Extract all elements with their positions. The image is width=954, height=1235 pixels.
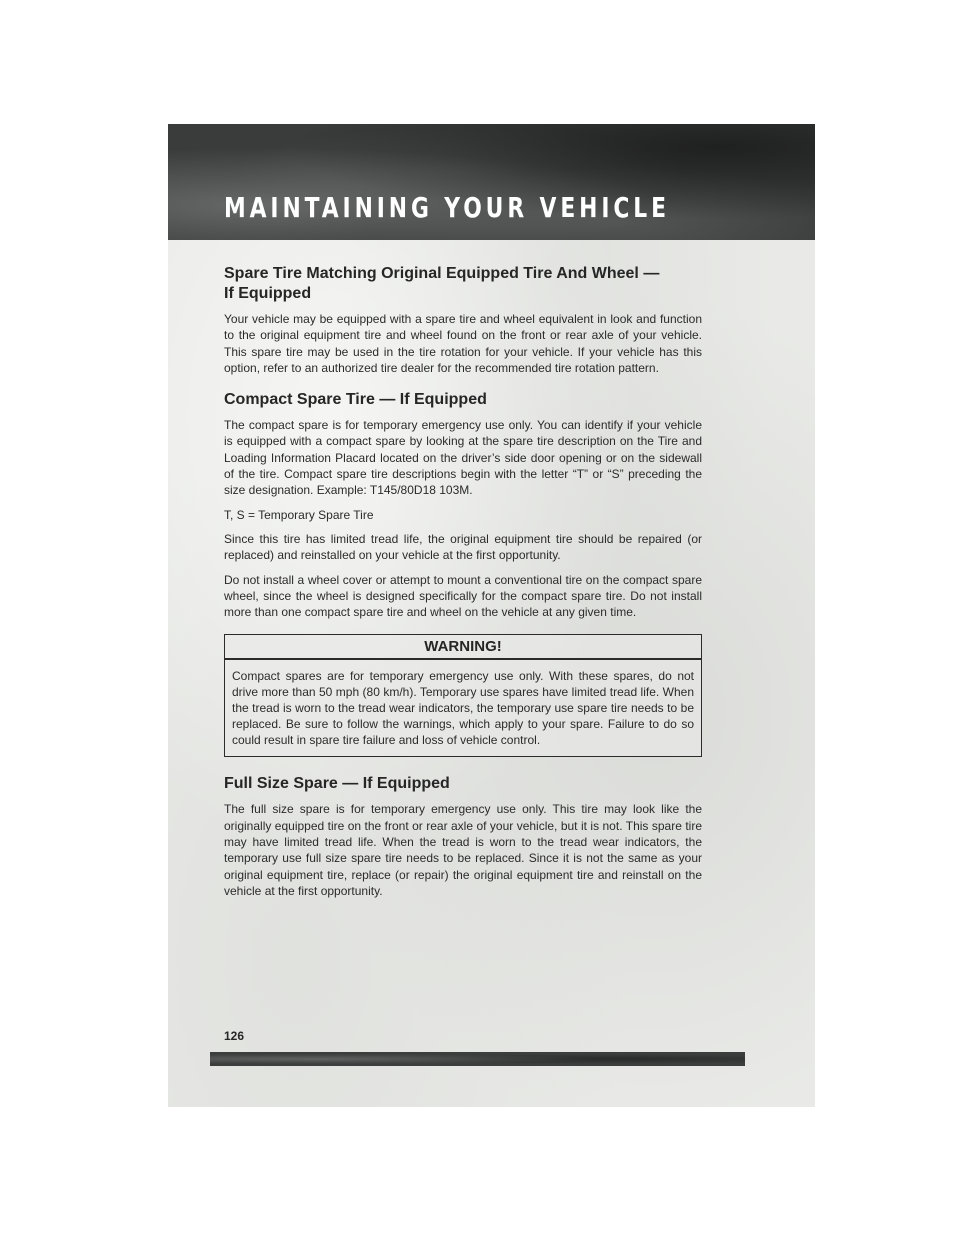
body-paragraph: The full size spare is for temporary emergency use only. This tire may look like the originally equipped tire on the front or rear axle of your vehicle, but it is not. This spare tire may have limited tread life. When the tread is worn to the tread wear indicators, the temporary use full size spare tire needs to be replaced. Since it is not the same as your original equipment tire, replace (or repair) the original equipment tire and reinstall on the vehicle at the first opportunity. [224,802,702,898]
section-spare-tire-matching [224,264,702,376]
section-compact-spare [224,390,702,757]
chapter-title: MAINTAINING YOUR VEHICLE [224,191,670,224]
section-heading: Full Size Spare — If Equipped [224,775,450,793]
warning-body [225,660,701,756]
footer-bar [210,1052,745,1066]
body-paragraph: Do not install a wheel cover or attempt to mount a conventional tire on the compact spare wheel, since the wheel is designed specifically for the compact spare tire. Do not install more than one compact spare tire and wheel on the vehicle at any given time. [224,572,702,620]
warning-title: WARNING! [225,635,701,660]
manual-page [168,124,815,1107]
chapter-header-band [168,124,815,240]
section-heading: Compact Spare Tire — If Equipped [224,391,487,409]
body-paragraph: The compact spare is for temporary emergency use only. You can identify if your vehicle is equipped with a compact spare by looking at the spare tire description on the Tire and Loading Information Placard located on the driver’s side door opening or on the sidewall of the tire. Compact spare tire descriptions begin with the letter “T” or “S” preceding the size designation. Example: T145/80D18 103M. [224,418,702,498]
body-paragraph: Your vehicle may be equipped with a spare tire and wheel equivalent in look and function to the original equipment tire and wheel found on the front or rear axle of your vehicle. This spare tire may be used in the tire rotation for your vehicle. If your vehicle has this option, refer to an authorized tire dealer for the recommended tire rotation pattern. [224,312,702,375]
section-heading [224,264,702,304]
body-paragraph: T, S = Temporary Spare Tire [224,507,374,522]
section-heading-line-1: Spare Tire Matching Original Equipped Tire And Wheel — [224,265,660,282]
body-paragraph: Since this tire has limited tread life, the original equipment tire should be repaired (or replaced) and reinstalled on your vehicle at the first opportunity. [224,531,702,563]
section-heading-line-2: If Equipped [224,285,312,302]
page-content [224,264,702,907]
warning-text: Compact spares are for temporary emergency use only. With these spares, do not drive more than 50 mph (80 km/h). Temporary use spares have limited tread life. When the tread is worn to the tread wear indicators, the temporary use spare tire needs to be replaced. Be sure to follow the warnings, which apply to your spare. Failure to do so could result in spare tire failure and loss of vehicle control. [232,669,694,747]
warning-box [224,634,702,757]
page-number: 126 [224,1029,245,1043]
section-full-size-spare [224,774,702,899]
